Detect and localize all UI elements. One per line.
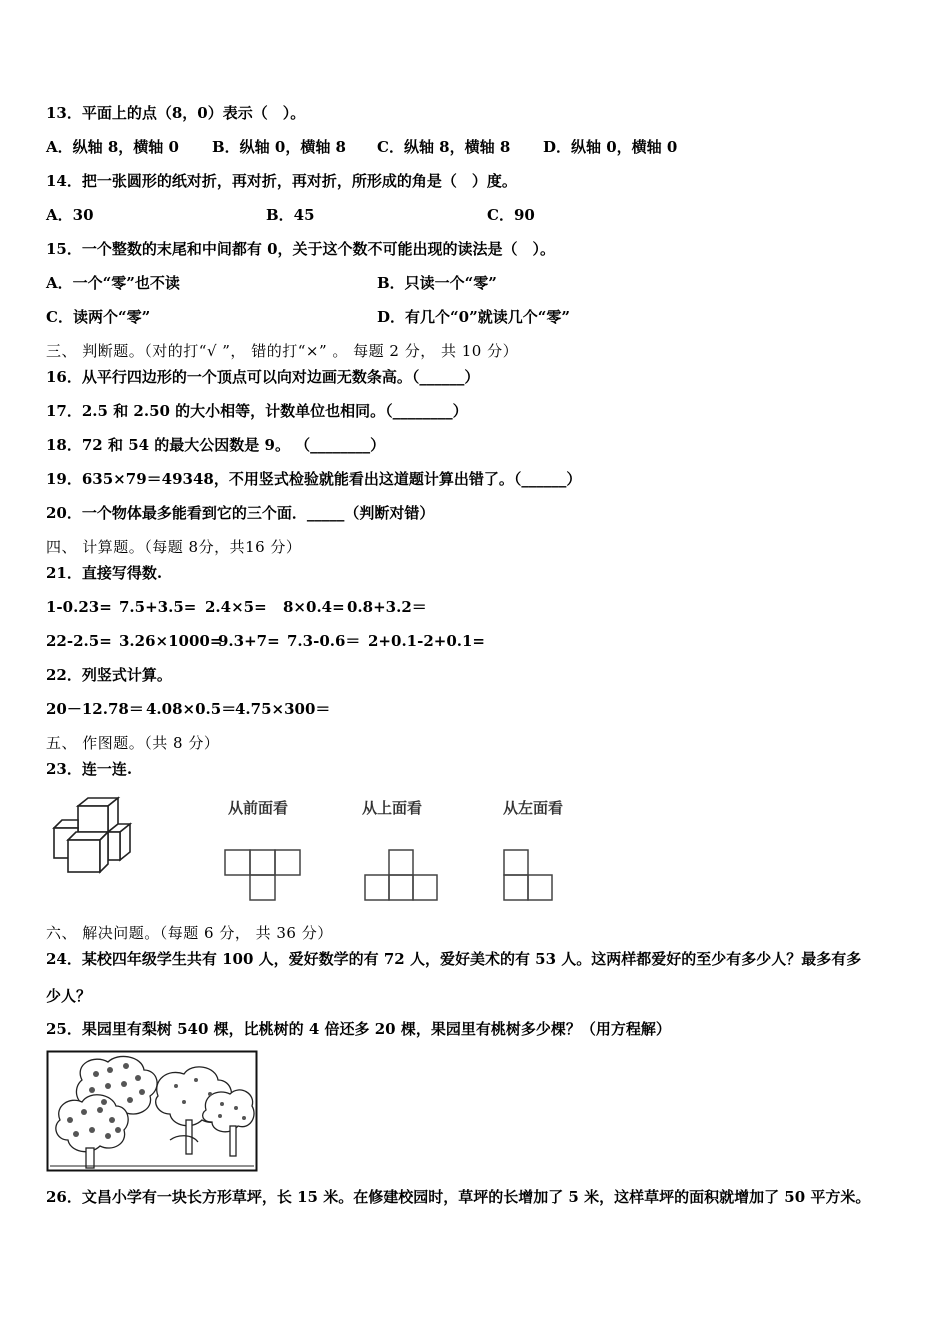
q18: 18．72 和 54 的最大公因数是 9。 （________） [46,436,386,454]
view-inverted-t-shape [362,847,442,903]
q15-stem: 15．一个整数的末尾和中间都有 0，关于这个数不可能出现的读法是（ ）。 [46,240,556,258]
q14-option-b: B．45 [266,206,315,224]
cube-stack-figure [48,796,138,876]
q21-row1-item: 7.5+3.5= [119,598,197,616]
view-l-shape [501,847,557,903]
q14-stem: 14．把一张圆形的纸对折，再对折，再对折，所形成的角是（ ）度。 [46,172,517,190]
q16: 16．从平行四边形的一个顶点可以向对边画无数条高。（______） [46,368,480,386]
q26: 26．文昌小学有一块长方形草坪，长 15 米。在修建校园时，草坪的长增加了 5 米，这样草坪的面积就增加了 50 平方米。 [46,1188,871,1206]
q21-row2-item: 2+0.1-2+0.1= [368,632,485,650]
view-t-shape [222,847,304,903]
q15-option-b: B．只读一个“零” [377,274,497,292]
q20: 20．一个物体最多能看到它的三个面．_____（判断对错） [46,504,435,522]
q21-row1-item: 1-0.23= [46,598,112,616]
q17: 17．2.5 和 2.50 的大小相等，计数单位也相同。（________） [46,402,468,420]
q21-stem: 21．直接写得数. [46,564,163,582]
q13-option-b: B．纵轴 0，横轴 8 [212,138,346,156]
q13-option-c: C．纵轴 8，横轴 8 [377,138,511,156]
q22-stem: 22．列竖式计算。 [46,666,172,684]
q13-stem: 13．平面上的点（8，0）表示（ ）。 [46,104,306,122]
q15-option-c: C．读两个“零” [46,308,151,326]
q21-row2-item: 3.26×1000= [119,632,223,650]
view-label-front: 从前面看 [228,799,289,817]
q19: 19．635×79＝49348，不用竖式检验就能看出这道题计算出错了。（______） [46,470,582,488]
view-label-left: 从左面看 [503,799,564,817]
q24-line2: 少人？ [46,987,92,1005]
view-label-top: 从上面看 [362,799,423,817]
q21-row1-item: 0.8+3.2＝ [347,598,427,616]
q23-stem: 23．连一连. [46,760,133,778]
orchard-illustration [46,1050,258,1172]
q21-row1-item: 2.4×5= [205,598,267,616]
q22-item: 20－12.78＝ [46,700,144,718]
q25: 25．果园里有梨树 540 棵，比桃树的 4 倍还多 20 棵，果园里有桃树多少棵？（用方程解） [46,1020,671,1038]
q21-row1-item: 8×0.4= [283,598,345,616]
q14-option-a: A．30 [46,206,94,224]
section-5-heading: 五、 作图题。（共 8 分） [46,734,220,752]
q13-option-d: D．纵轴 0，横轴 0 [543,138,678,156]
q22-item: 4.75×300＝ [235,700,331,718]
q21-row2-item: 22-2.5= [46,632,112,650]
q14-option-c: C．90 [487,206,535,224]
q21-row2-item: 9.3+7= [218,632,280,650]
q15-option-d: D．有几个“0”就读几个“零” [377,308,570,326]
section-3-heading: 三、 判断题。（对的打“√ ”， 错的打“×” 。 每题 2 分， 共 10 分） [46,342,519,360]
section-6-heading: 六、 解决问题。（每题 6 分， 共 36 分） [46,924,333,942]
q22-item: 4.08×0.5＝ [146,700,237,718]
q13-option-a: A．纵轴 8，横轴 0 [46,138,179,156]
q15-option-a: A．一个“零”也不读 [46,274,180,292]
section-4-heading: 四、 计算题。（每题 8分，共16 分） [46,538,302,556]
q24-line1: 24．某校四年级学生共有 100 人，爱好数学的有 72 人，爱好美术的有 53 人。这两样都爱好的至少有多少人？最多有多 [46,950,862,968]
q21-row2-item: 7.3-0.6＝ [287,632,361,650]
